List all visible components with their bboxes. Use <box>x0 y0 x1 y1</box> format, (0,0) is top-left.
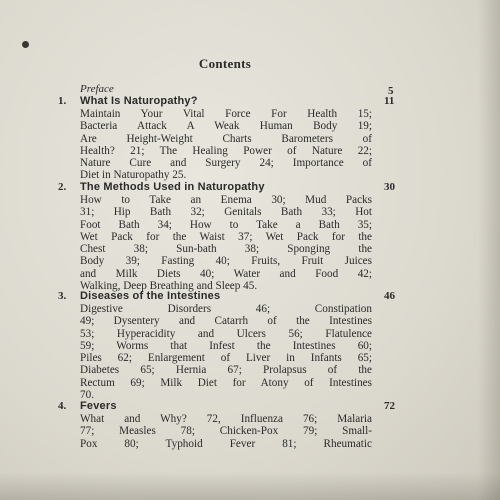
section-heading: Fevers <box>80 400 117 412</box>
topic-line: Diet in Naturopathy 25. <box>80 169 187 182</box>
topic-line: Walking, Deep Breathing and Sleep 45. <box>80 280 258 293</box>
section-page-number: 72 <box>384 400 395 412</box>
topic-line: What and Why? 72, Influenza 76; Malaria <box>80 413 372 425</box>
section-topics <box>80 108 372 182</box>
page-bottom-shadow <box>0 472 500 500</box>
topic-line: Piles 62; Enlargement of Liver in Infants 65; <box>80 352 372 365</box>
section-page-number: 30 <box>384 181 395 193</box>
topic-line: Digestive Disorders 46; Constipation <box>80 303 372 315</box>
topic-line: Health? 21; The Healing Power of Nature 22; <box>80 144 372 157</box>
topic-line: 70. <box>80 389 94 402</box>
contents-title: Contents <box>198 56 252 71</box>
section-topics <box>80 413 372 450</box>
topic-line: Nature Cure and Surgery 24; Importance of <box>80 157 372 170</box>
section-page-number: 46 <box>384 290 395 302</box>
section-topics <box>80 194 372 292</box>
section-heading: What Is Naturopathy? <box>80 95 198 107</box>
topic-line: Diabetes 65; Hernia 67; Prolapsus of the <box>80 364 372 377</box>
section-heading: The Methods Used in Naturopathy <box>80 181 265 193</box>
topic-line: 59; Worms that Infest the Intestines 60; <box>80 339 372 352</box>
topic-line: Maintain Your Vital Force For Health 15; <box>80 108 372 120</box>
topic-line: Foot Bath 34; How to Take a Bath 35; <box>80 218 372 231</box>
preface-entry: Preface <box>80 83 114 95</box>
section-heading: Diseases of the Intestines <box>80 290 221 302</box>
topic-line: Body 39; Fasting 40; Fruits, Fruit Juices <box>80 255 372 268</box>
topic-line: Rectum 69; Milk Diet for Atony of Intestines <box>80 376 372 389</box>
section-number: 2. <box>58 181 67 193</box>
topic-line: Are Height-Weight Charts Barometers of <box>80 132 372 145</box>
topic-line: Chest 38; Sun-bath 38; Sponging the <box>80 243 372 256</box>
section-number: 4. <box>58 400 67 412</box>
topic-line: and Milk Diets 40; Water and Food 42; <box>80 267 372 280</box>
section-number: 3. <box>58 290 67 302</box>
topic-line: Bacteria Attack A Weak Human Body 19; <box>80 120 372 133</box>
section-topics <box>80 303 372 401</box>
topic-line: Pox 80; Typhoid Fever 81; Rheumatic <box>80 437 372 450</box>
topic-line: 77; Measles 78; Chicken-Pox 79; Small- <box>80 425 372 438</box>
page-edge-shadow <box>478 0 500 500</box>
page-hole-mark <box>22 41 29 48</box>
topic-line: 31; Hip Bath 32; Genitals Bath 33; Hot <box>80 206 372 219</box>
topic-line: 53; Hyperacidity and Ulcers 56; Flatulence <box>80 327 372 340</box>
preface-page-number: 5 <box>388 85 394 97</box>
section-page-number: 11 <box>384 95 395 107</box>
section-number: 1. <box>58 95 67 107</box>
topic-line: 49; Dysentery and Catarrh of the Intestines <box>80 315 372 328</box>
topic-line: Wet Pack for the Waist 37; Wet Pack for the <box>80 230 372 243</box>
topic-line: How to Take an Enema 30; Mud Packs <box>80 194 372 206</box>
